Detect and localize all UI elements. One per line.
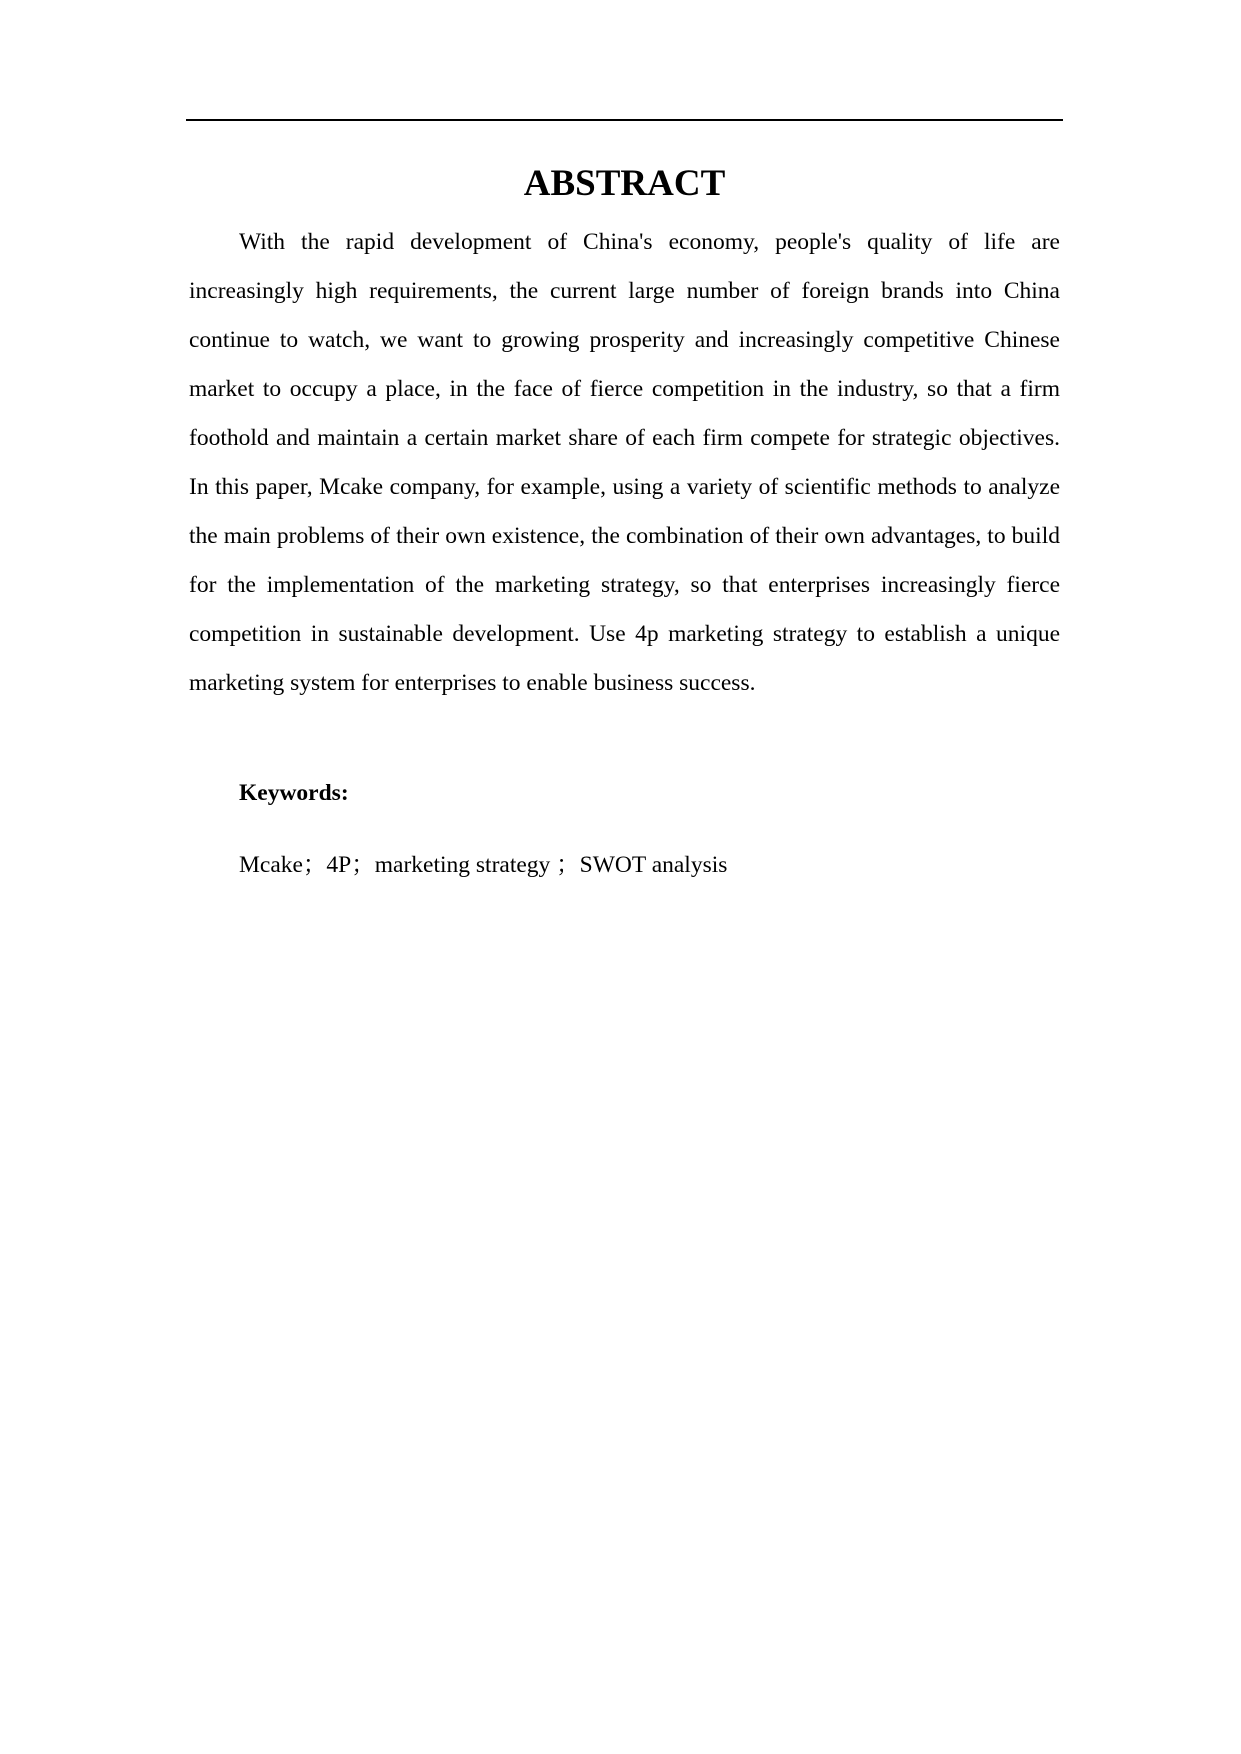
keywords-label: Keywords: (239, 780, 349, 806)
header-rule (186, 119, 1063, 121)
abstract-paragraph: With the rapid development of China's economy, people's quality of life are increasingly high requirements, the current large number of foreign brands into China continue to watch, we want to growing prosperity and increasingly competitive Chinese market to occupy a place, in the face of fierce competition in the industry, so that a firm foothold and maintain a certain market share of each firm compete for strategic objectives. In this paper, Mcake company, for example, using a variety of scientific methods to analyze the main problems of their own existence, the combination of their own advantages, to build for the implementation of the marketing strategy, so that enterprises increasingly fierce competition in sustainable development. Use 4p marketing strategy to establish a unique marketing system for enterprises to enable business success. (189, 229, 1060, 696)
abstract-title: ABSTRACT (523, 163, 726, 204)
keywords-list: Mcake；4P；marketing strategy ；SWOT analysis (239, 852, 728, 878)
